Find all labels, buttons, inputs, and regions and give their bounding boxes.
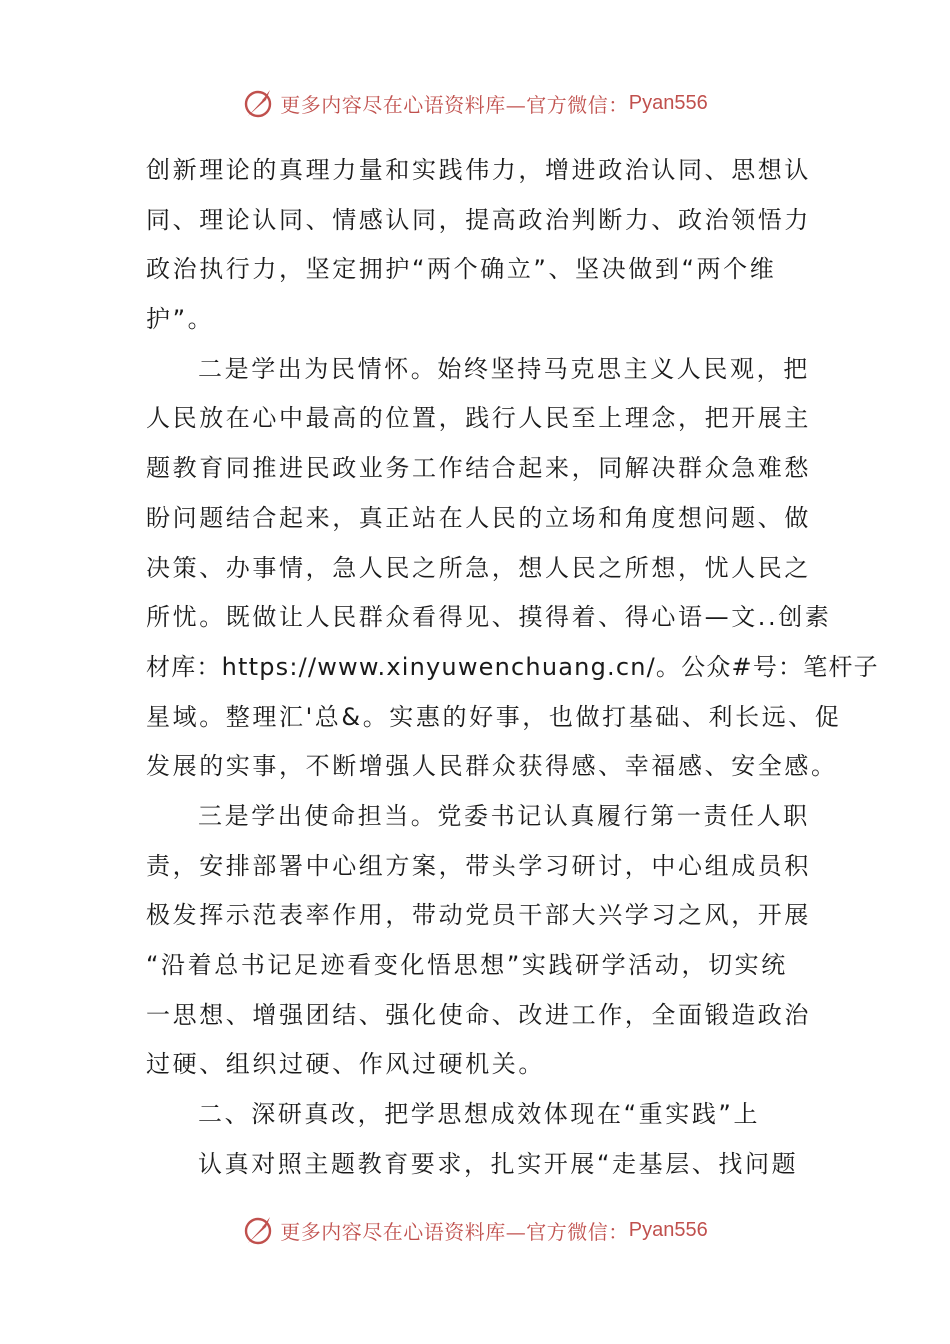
body-line: 决策、办事情，急人民之所急，想人民之所想，忧人民之	[146, 553, 811, 582]
body-line: 护”。	[146, 305, 215, 334]
paragraph-start-line: 认真对照主题教育要求，扎实开展“走基层、找问题	[198, 1149, 799, 1178]
body-line: 责，安排部署中心组方案，带头学习研讨，中心组成员积	[146, 851, 811, 880]
body-line: 极发挥示范表率作用，带动党员干部大兴学习之风，开展	[146, 901, 811, 930]
body-line: 题教育同推进民政业务工作结合起来，同解决群众急难愁	[146, 454, 811, 483]
body-line: 所忧。既做让人民群众看得见、摸得着、得心语—文..创素	[146, 603, 832, 632]
footer-banner-handle: Pyan556	[628, 1218, 708, 1241]
body-line: 同、理论认同、情感认同，提高政治判断力、政治领悟力	[146, 205, 811, 234]
body-line: 创新理论的真理力量和实践伟力，增进政治认同、思想认	[146, 156, 811, 184]
body-line: 盼问题结合起来，真正站在人民的立场和角度想问题、做	[146, 503, 811, 532]
body-line: “沿着总书记足迹看变化悟思想”实践研学活动，切实统	[146, 951, 788, 979]
header-banner-handle: Pyan556	[628, 91, 708, 114]
body-line: 政治执行力，坚定拥护“两个确立”、坚决做到“两个维	[146, 255, 777, 284]
header-banner-text: 更多内容尽在心语资料库—官方微信：	[280, 92, 629, 117]
footer-banner-text: 更多内容尽在心语资料库—官方微信：	[280, 1219, 629, 1244]
body-line: 星域。整理汇'总&。实惠的好事，也做打基础、利长远、促	[146, 702, 842, 731]
section-heading: 二、深研真改，把学思想成效体现在“重实践”上	[198, 1100, 761, 1129]
quill-logo-icon	[242, 86, 276, 120]
footer-watermark-banner	[0, 1210, 950, 1250]
body-line-with-url: 材库：https://www.xinyuwenchuang.cn/。公众#号：笔杆子	[146, 652, 879, 681]
paragraph-start-line: 二是学出为民情怀。始终坚持马克思主义人民观，把	[198, 354, 810, 383]
body-line: 一思想、增强团结、强化使命、改进工作，全面锻造政治	[146, 1000, 811, 1029]
paragraph-start-line: 三是学出使命担当。党委书记认真履行第一责任人职	[198, 801, 810, 830]
body-line: 过硬、组织过硬、作风过硬机关。	[146, 1050, 545, 1079]
document-body	[146, 146, 879, 1189]
body-line: 人民放在心中最高的位置，践行人民至上理念，把开展主	[146, 404, 811, 433]
body-line: 发展的实事，不断增强人民群众获得感、幸福感、安全感。	[146, 752, 838, 781]
header-watermark-banner	[0, 83, 950, 123]
quill-logo-icon	[242, 1213, 276, 1247]
